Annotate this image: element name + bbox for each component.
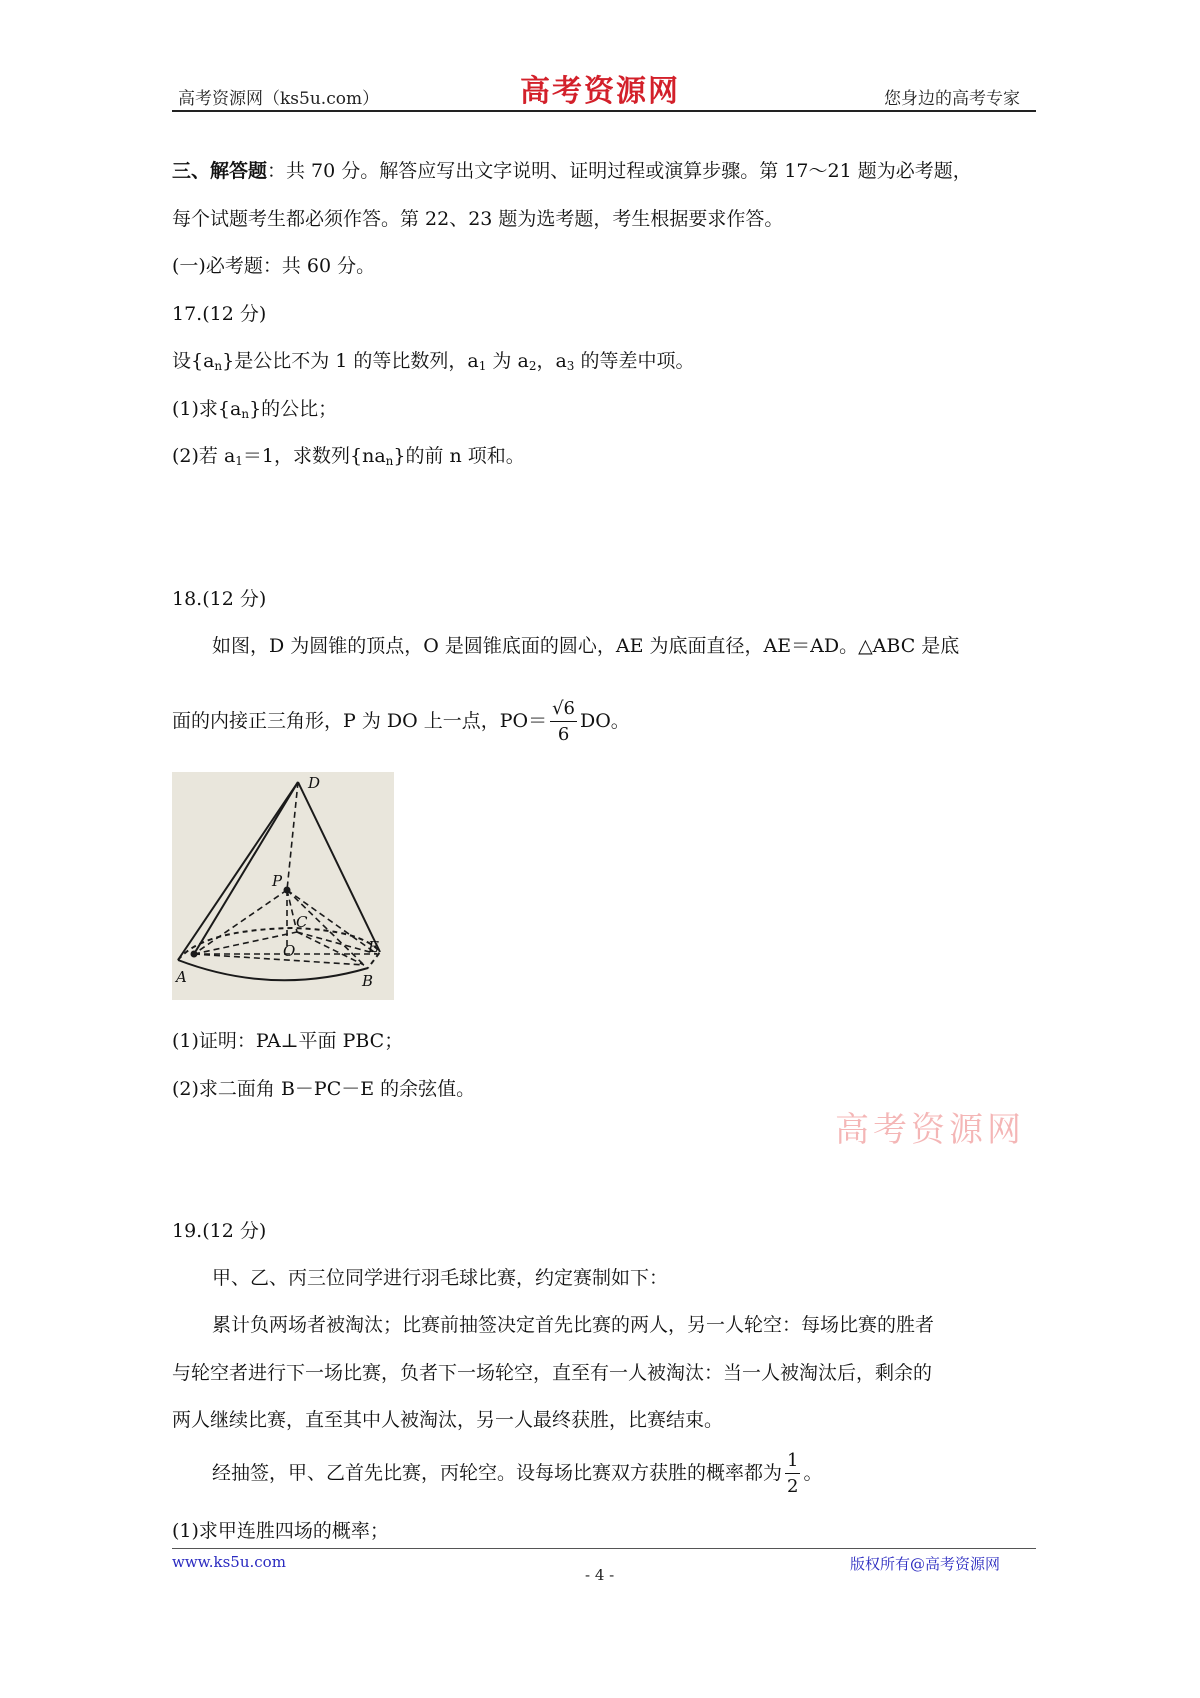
q19-fraction: $\frac{1}{2}$ <box>787 1449 799 1497</box>
cone-figure <box>172 772 394 1000</box>
watermark: 高考资源网 <box>835 1110 1025 1150</box>
label-P: P <box>272 872 283 890</box>
q18-title: 18.(12 分) <box>172 588 267 610</box>
section-instructions: 每个试题考生都必须作答。第 22、23 题为选考题，考生根据要求作答。 <box>172 208 784 230</box>
q19-line2: 累计负两场者被淘汰；比赛前抽签决定首先比赛的两人，另一人轮空：每场比赛的胜者 <box>212 1314 935 1336</box>
q18-part2: (2)求二面角 B－PC－E 的余弦值。 <box>172 1078 476 1100</box>
q17-title: 17.(12 分) <box>172 303 267 325</box>
label-A: A <box>176 968 187 986</box>
footer-site-link[interactable]: www.ks5u.com <box>172 1553 286 1571</box>
header-right: 您身边的高考专家 <box>884 89 1020 109</box>
q17-stem: 设$\{a_n\}$是公比不为 1 的等比数列，$a_1$ 为 $a_2$，$a_3$ 的等差中项。 <box>172 350 695 373</box>
section-heading: 三、解答题：共 70 分。解答应写出文字说明、证明过程或演算步骤。第 17～21 题为必考题， <box>172 160 972 182</box>
label-B: B <box>362 972 374 990</box>
q18-part1: (1)证明：PA⊥平面 PBC； <box>172 1030 404 1052</box>
label-D: D <box>308 774 321 792</box>
q19-line4: 两人继续比赛，直至其中人被淘汰，另一人最终获胜，比赛结束。 <box>172 1409 724 1431</box>
q19-line1: 甲、乙、丙三位同学进行羽毛球比赛，约定赛制如下： <box>212 1267 669 1289</box>
q19-part1: (1)求甲连胜四场的概率； <box>172 1520 389 1542</box>
footer-copyright: 版权所有@高考资源网 <box>850 1555 1001 1573</box>
header-rule <box>172 110 1036 112</box>
site-logo: 高考资源网 <box>520 74 680 109</box>
required-part-label: (一)必考题：共 60 分。 <box>172 255 376 277</box>
footer-rule <box>172 1548 1036 1549</box>
q19-line5: 经抽签，甲、乙首先比赛，丙轮空。设每场比赛双方获胜的概率都为 $\frac{1}{2}$ 。 <box>212 1448 822 1500</box>
cone-diagram <box>172 772 394 1000</box>
q18-fraction: $\frac{√6}{6}$ <box>552 697 575 745</box>
page-number: - 4 - <box>585 1566 615 1584</box>
label-C: C <box>296 913 308 931</box>
header-left: 高考资源网（ks5u.com） <box>178 89 380 109</box>
q17-part2: (2)若 $a_1=1$，求数列$\{na_n\}$的前 n 项和。 <box>172 445 525 468</box>
label-O: O <box>283 942 296 960</box>
q18-stem-line2: 面的内接正三角形，P 为 DO 上一点，PO＝ $\frac{√6}{6}$ DO。 <box>172 696 630 748</box>
label-E: E <box>368 938 379 956</box>
q17-part1: (1)求$\{a_n\}$的公比； <box>172 398 338 421</box>
q18-stem-line1: 如图，D 为圆锥的顶点，O 是圆锥底面的圆心，AE 为底面直径，AE＝AD。△ABC 是底 <box>212 635 960 657</box>
q19-title: 19.(12 分) <box>172 1220 267 1242</box>
q19-line3: 与轮空者进行下一场比赛，负者下一场轮空，直至有一人被淘汰：当一人被淘汰后，剩余的 <box>172 1362 933 1384</box>
